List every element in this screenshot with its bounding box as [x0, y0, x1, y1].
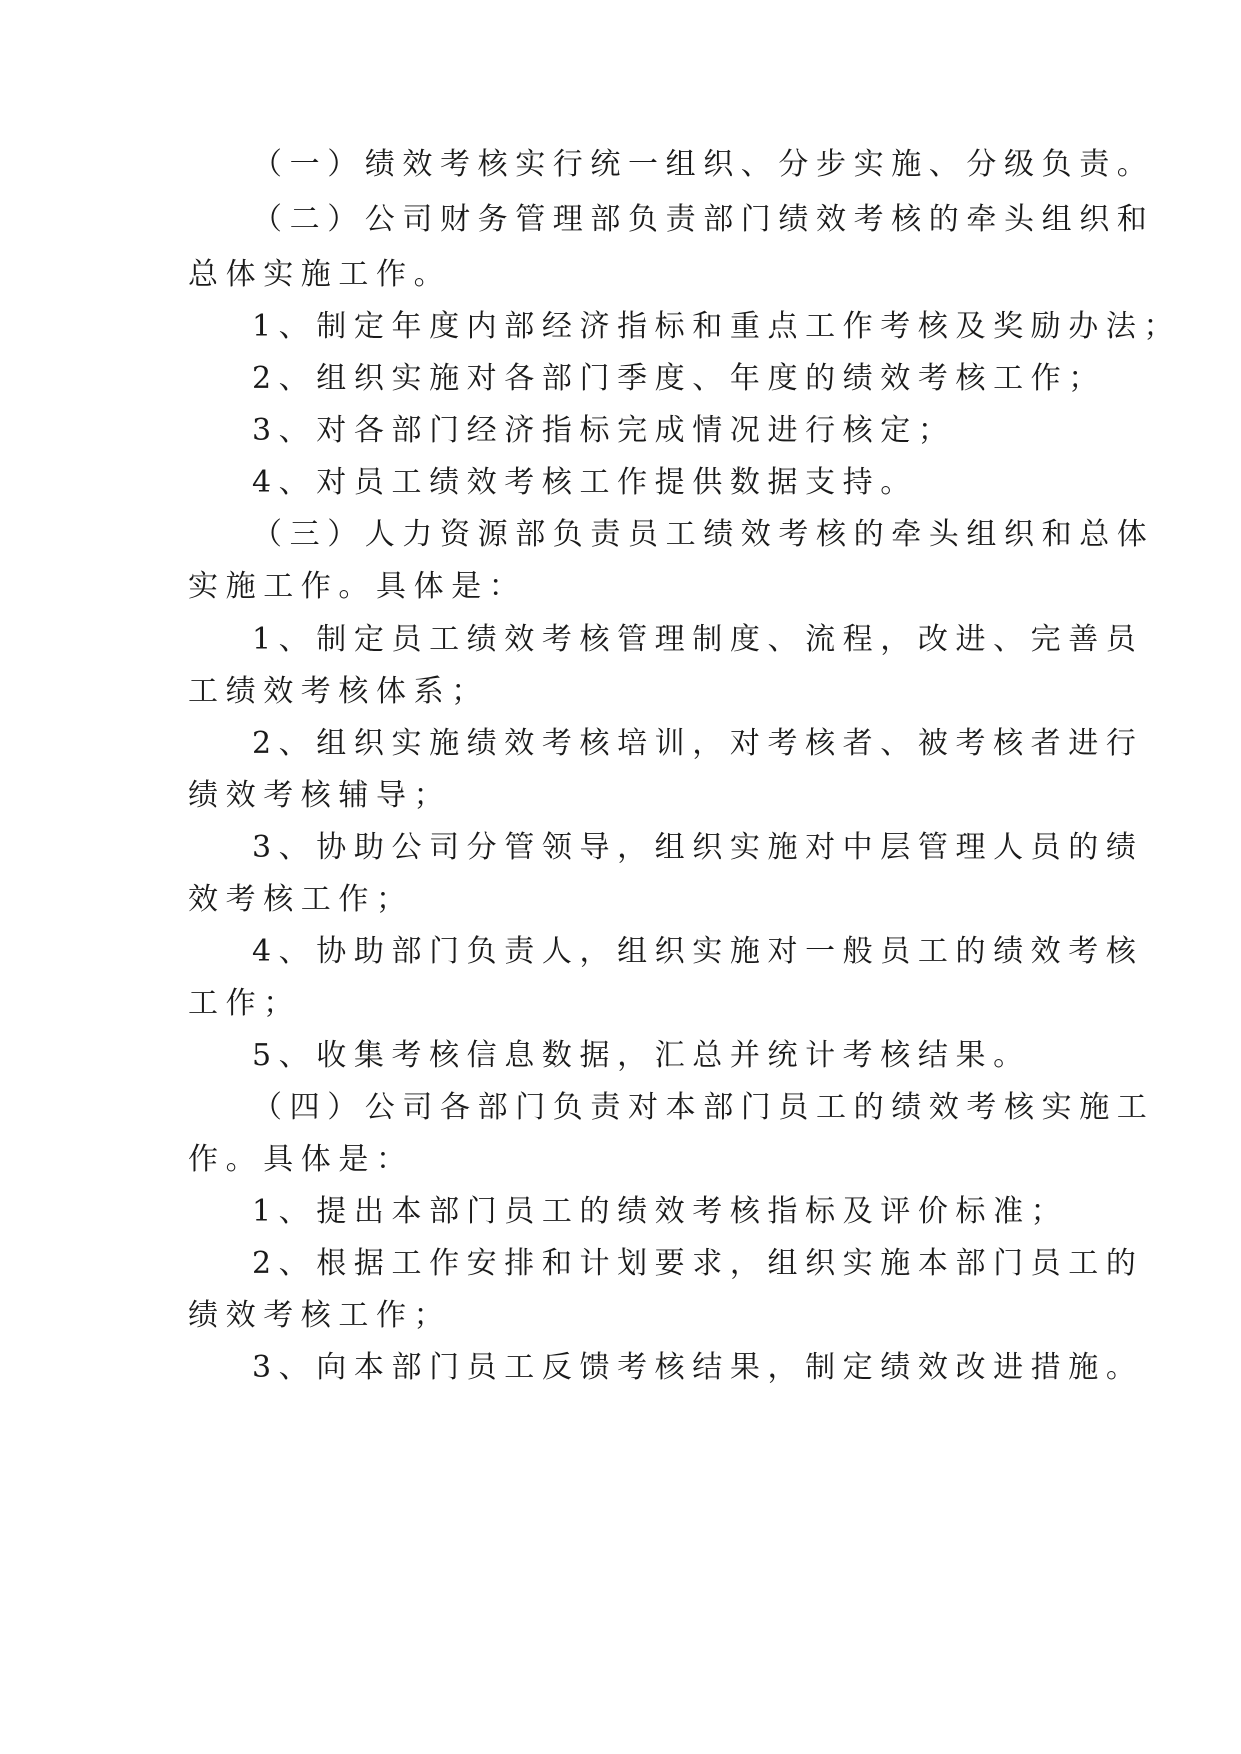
paragraph-line: （四）公司各部门负责对本部门员工的绩效考核实施工: [252, 1090, 1155, 1125]
paragraph-line: 绩效考核辅导；: [188, 778, 452, 813]
paragraph-line: （一）绩效考核实行统一组织、分步实施、分级负责。: [252, 147, 1155, 182]
paragraph-line: 2、组织实施绩效考核培训，对考核者、被考核者进行: [252, 726, 1144, 761]
paragraph-line: 2、组织实施对各部门季度、年度的绩效考核工作；: [252, 361, 1106, 396]
paragraph-line: 1、制定员工绩效考核管理制度、流程，改进、完善员: [252, 622, 1144, 657]
paragraph-line: 实施工作。具体是：: [188, 569, 527, 604]
paragraph-line: 2、根据工作安排和计划要求，组织实施本部门员工的: [252, 1246, 1144, 1281]
paragraph-line: 3、向本部门员工反馈考核结果，制定绩效改进措施。: [252, 1350, 1144, 1385]
paragraph-line: 3、对各部门经济指标完成情况进行核定；: [252, 413, 956, 448]
paragraph-line: 4、协助部门负责人，组织实施对一般员工的绩效考核: [252, 934, 1144, 969]
paragraph-line: （三）人力资源部负责员工绩效考核的牵头组织和总体: [252, 517, 1155, 552]
paragraph-line: （二）公司财务管理部负责部门绩效考核的牵头组织和: [252, 202, 1155, 237]
paragraph-line: 工作；: [188, 986, 301, 1021]
paragraph-line: 总体实施工作。: [188, 257, 452, 292]
paragraph-line: 5、收集考核信息数据，汇总并统计考核结果。: [252, 1038, 1031, 1073]
paragraph-line: 效考核工作；: [188, 882, 414, 917]
paragraph-line: 作。具体是：: [188, 1142, 414, 1177]
paragraph-line: 4、对员工绩效考核工作提供数据支持。: [252, 465, 918, 500]
paragraph-line: 绩效考核工作；: [188, 1298, 452, 1333]
paragraph-line: 3、协助公司分管领导，组织实施对中层管理人员的绩: [252, 830, 1144, 865]
paragraph-line: 工绩效考核体系；: [188, 674, 489, 709]
paragraph-line: 1、提出本部门员工的绩效考核指标及评价标准；: [252, 1194, 1069, 1229]
paragraph-line: 1、制定年度内部经济指标和重点工作考核及奖励办法；: [252, 309, 1182, 344]
